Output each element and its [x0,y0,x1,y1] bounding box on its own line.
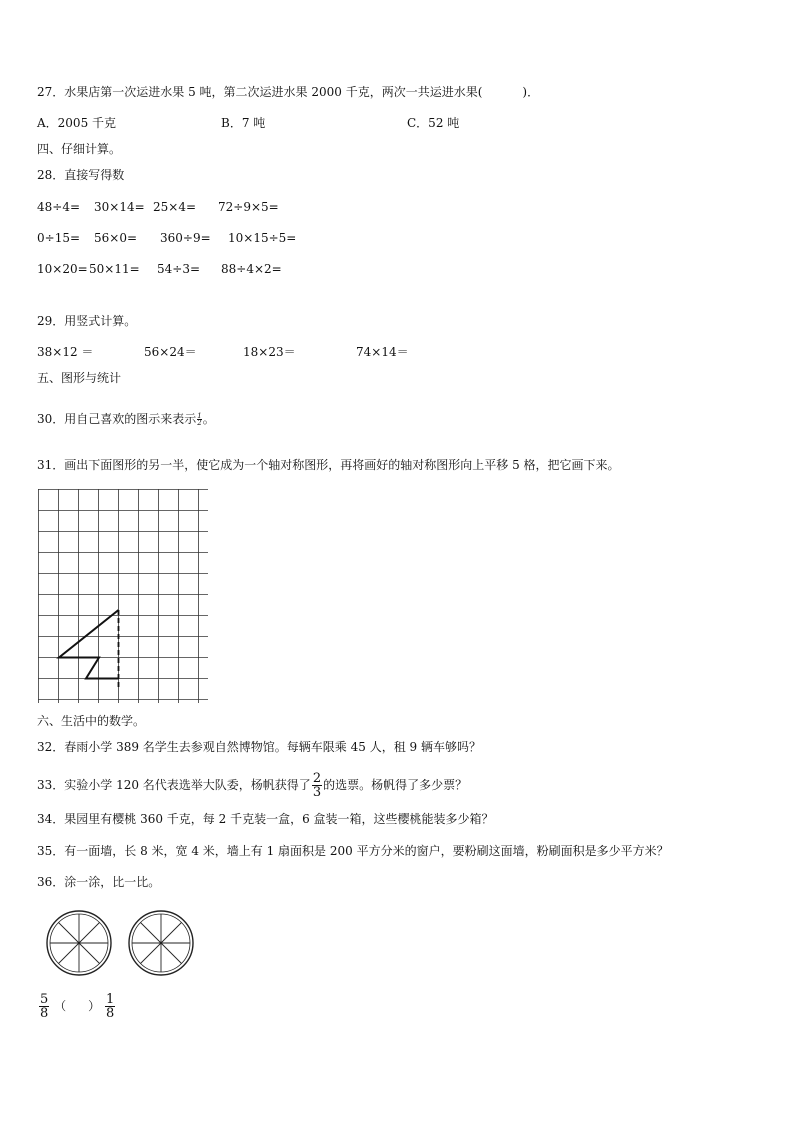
fraction-one-eighth: $\frac{1}{8}$ [105,992,115,1021]
option-a[interactable]: A．2005 千克 [37,116,117,130]
vertical-calc-item: 56×24＝ [144,345,197,359]
calc-item: 360÷9= [160,231,211,245]
fraction-one-half: $\frac{1}{2}$ [197,411,202,427]
calc-item: 30×14= [94,200,145,214]
question-34: 34．果园里有樱桃 360 千克，每 2 千克装一盒，6 盒装一箱，这些樱桃能装多少箱？ [37,812,494,826]
calc-item: 48÷4= [37,200,81,214]
question-35: 35．有一面墙，长 8 米，宽 4 米，墙上有 1 扇面积是 200 平方分米的窗户，要粉刷这面墙，粉刷面积是多少平方米？ [37,844,669,858]
grid-lines [38,489,208,703]
calc-item: 25×4= [153,200,197,214]
calc-item: 10×20= [37,262,88,276]
question-36-title: 36．涂一涂，比一比。 [37,875,161,889]
calc-item: 88÷4×2= [221,262,282,276]
fraction-two-thirds: $\frac{2}{3}$ [312,771,322,800]
question-31: 31．画出下面图形的另一半，使它成为一个轴对称图形，再将画好的轴对称图形向上平移 5 格，把它画下来。 [37,458,620,472]
question-27-tail: )． [522,85,540,99]
fraction-circle-left[interactable] [45,909,113,977]
fraction-five-eighths: $\frac{5}{8}$ [40,992,49,1021]
question-30: 30．用自己喜欢的图示来表示 $\frac{1}{2}$ 。 [37,411,215,427]
paren-open: （ [54,999,67,1013]
question-33-text: 33．实验小学 120 名代表选举大队委，杨帆获得了 [37,778,311,792]
vertical-calc-item: 38×12 ＝ [37,345,94,359]
calc-item: 72÷9×5= [218,200,279,214]
calc-item: 56×0= [94,231,138,245]
option-b[interactable]: B．7 吨 [221,116,266,130]
fraction-circle-right[interactable] [127,909,195,977]
section-heading-4: 四、仔细计算。 [37,142,122,156]
question-32: 32．春雨小学 389 名学生去参观自然博物馆。每辆车限乘 45 人，租 9 辆车够吗？ [37,740,481,754]
question-27-text: 27．水果店第一次运进水果 5 吨，第二次运进水果 2000 千克，两次一共运进水果( [37,85,483,99]
grid-figure[interactable] [38,489,208,705]
calc-item: 50×11= [89,262,140,276]
question-33: 33．实验小学 120 名代表选举大队委，杨帆获得了 $\frac{2}{3}$ 的选票。杨帆得了多少票？ [37,771,468,800]
paren-close: ） [88,999,101,1013]
section-heading-5: 五、图形与统计 [37,371,122,385]
question-28-title: 28．直接写得数 [37,168,125,182]
option-c[interactable]: C．52 吨 [407,116,460,130]
vertical-calc-item: 18×23＝ [243,345,296,359]
calc-item: 0÷15= [37,231,81,245]
section-heading-6: 六、生活中的数学。 [37,714,146,728]
vertical-calc-item: 74×14＝ [356,345,409,359]
comparison-row [38,993,116,1020]
calc-item: 10×15÷5= [228,231,297,245]
half-figure [59,610,119,679]
question-30-text: 30．用自己喜欢的图示来表示 [37,412,197,426]
calc-item: 54÷3= [157,262,201,276]
question-27 [37,84,539,100]
question-29-title: 29．用竖式计算。 [37,314,137,328]
